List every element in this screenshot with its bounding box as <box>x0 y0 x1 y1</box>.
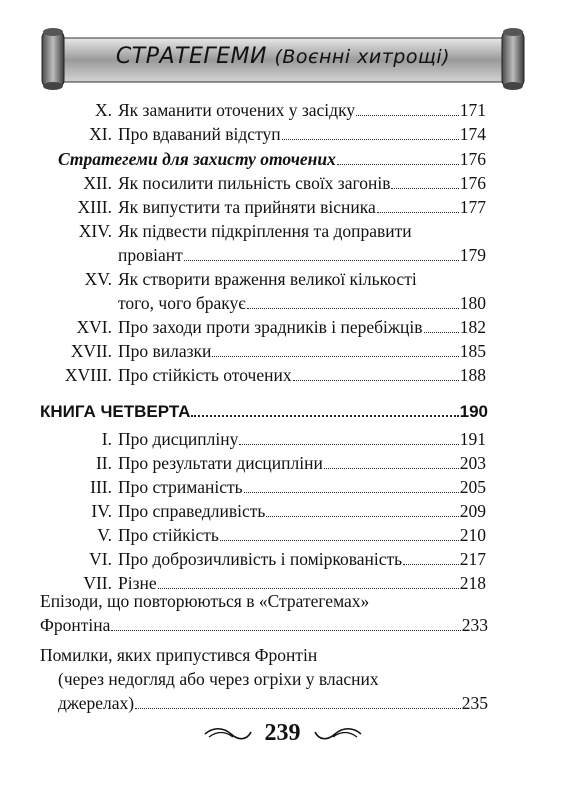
entry-page: 191 <box>459 429 486 449</box>
dot-leader <box>282 139 459 140</box>
entry-page: 235 <box>461 693 488 713</box>
entry-page: 177 <box>459 197 486 217</box>
entry-title-continued: Фронтіна <box>40 615 111 635</box>
entry-number: VII. <box>83 573 112 593</box>
right-ornament-icon <box>313 726 363 742</box>
left-ornament-icon <box>203 726 253 742</box>
entry-page: 210 <box>459 525 486 545</box>
entry-page: 188 <box>459 365 486 385</box>
entry-title: Про результати дисципліни <box>118 453 323 473</box>
entry-number: XIII. <box>77 197 112 217</box>
dot-leader <box>212 356 458 357</box>
entry-page: 205 <box>459 477 486 497</box>
dot-leader <box>244 492 459 493</box>
entry-number: X. <box>94 100 112 120</box>
entry-page: 190 <box>459 402 488 421</box>
entry-page: 218 <box>459 573 486 593</box>
entry-page: 176 <box>459 173 486 193</box>
entry-title: Про заходи проти зрадників і перебіжців <box>118 317 423 337</box>
entry-page: 176 <box>459 149 486 169</box>
dot-leader <box>184 260 459 261</box>
entry-title: Про стійкість <box>118 525 219 545</box>
entry-title: Про доброзичливість і поміркованість <box>118 549 403 569</box>
entry-number: V. <box>97 525 112 545</box>
entry-title: Як підвести підкріплення та доправити <box>118 221 412 241</box>
entry-page: 180 <box>459 293 486 313</box>
entry-page: 185 <box>459 341 486 361</box>
entry-title-continued: провіант <box>118 245 183 265</box>
dot-leader <box>158 588 459 589</box>
entry-number: XVIII. <box>64 365 112 385</box>
entry-title-continued: (через недогляд або через огріхи у власних <box>58 669 379 689</box>
entry-title: Помилки, яких припустився Фронтін <box>40 645 318 665</box>
entry-page: 174 <box>459 124 486 144</box>
entry-number: XVI. <box>76 317 112 337</box>
dot-leader <box>111 630 460 631</box>
entry-page: 171 <box>459 100 486 120</box>
entry-page: 182 <box>459 317 486 337</box>
entry-title: Про вилазки <box>118 341 212 361</box>
entry-title: Епізоди, що повторюються в «Стратегемах» <box>40 591 370 611</box>
header-banner <box>38 28 528 90</box>
entry-page: 233 <box>461 615 488 635</box>
entry-title: Як посилити пильність своїх загонів <box>118 173 391 193</box>
dot-leader <box>377 212 459 213</box>
entry-page: 179 <box>459 245 486 265</box>
dot-leader <box>424 332 459 333</box>
dot-leader <box>220 540 459 541</box>
entry-number: VI. <box>89 549 112 569</box>
entry-number: IV. <box>91 501 112 521</box>
dot-leader <box>266 516 458 517</box>
entry-number: II. <box>95 453 112 473</box>
entry-title: Як створити враження великої кількості <box>118 269 417 289</box>
entry-title: Про справедливість <box>118 501 266 521</box>
section-title: Стратегеми для захисту оточених <box>58 149 336 169</box>
dot-leader <box>239 444 458 445</box>
entry-last-line <box>58 692 488 714</box>
book-title: КНИГА ЧЕТВЕРТА <box>40 402 191 421</box>
entry-number: I. <box>101 429 112 449</box>
entry-page: 209 <box>459 501 486 521</box>
dot-leader <box>247 308 459 309</box>
page-footer <box>0 720 565 747</box>
entry-title: Різне <box>118 573 157 593</box>
entry-number: XV. <box>84 269 112 289</box>
dot-leader <box>293 380 459 381</box>
entry-number: XIV. <box>78 221 112 241</box>
entry-number: XVII. <box>70 341 112 361</box>
entry-number: XI. <box>89 124 112 144</box>
entry-title: Як випустити та прийняти вісника <box>118 197 376 217</box>
entry-page: 203 <box>459 453 486 473</box>
entry-page: 217 <box>459 549 486 569</box>
entry-title-continued: джерелах) <box>58 693 135 713</box>
dot-leader <box>135 708 461 709</box>
dot-leader <box>356 115 459 116</box>
page-number: 239 <box>264 720 301 746</box>
title-sub: (Воєнні хитрощі) <box>274 46 451 68</box>
dot-leader <box>403 564 459 565</box>
entry-title: Про стриманість <box>118 477 243 497</box>
entry-title: Як заманити оточених у засідку <box>118 100 356 120</box>
entry-number: III. <box>90 477 112 497</box>
title-main: СТРАТЕГЕМИ <box>115 44 267 69</box>
page-title <box>38 44 528 69</box>
dot-leader <box>391 188 458 189</box>
dot-leader <box>324 468 459 469</box>
entry-title: Про вдаваний відступ <box>118 124 281 144</box>
entry-title: Про дисципліну <box>118 429 239 449</box>
dot-leader <box>191 415 458 417</box>
dot-leader <box>337 164 459 165</box>
entry-number: XII. <box>83 173 112 193</box>
entry-title-continued: того, чого бракує <box>118 293 246 313</box>
entry-title: Про стійкість оточених <box>118 365 292 385</box>
